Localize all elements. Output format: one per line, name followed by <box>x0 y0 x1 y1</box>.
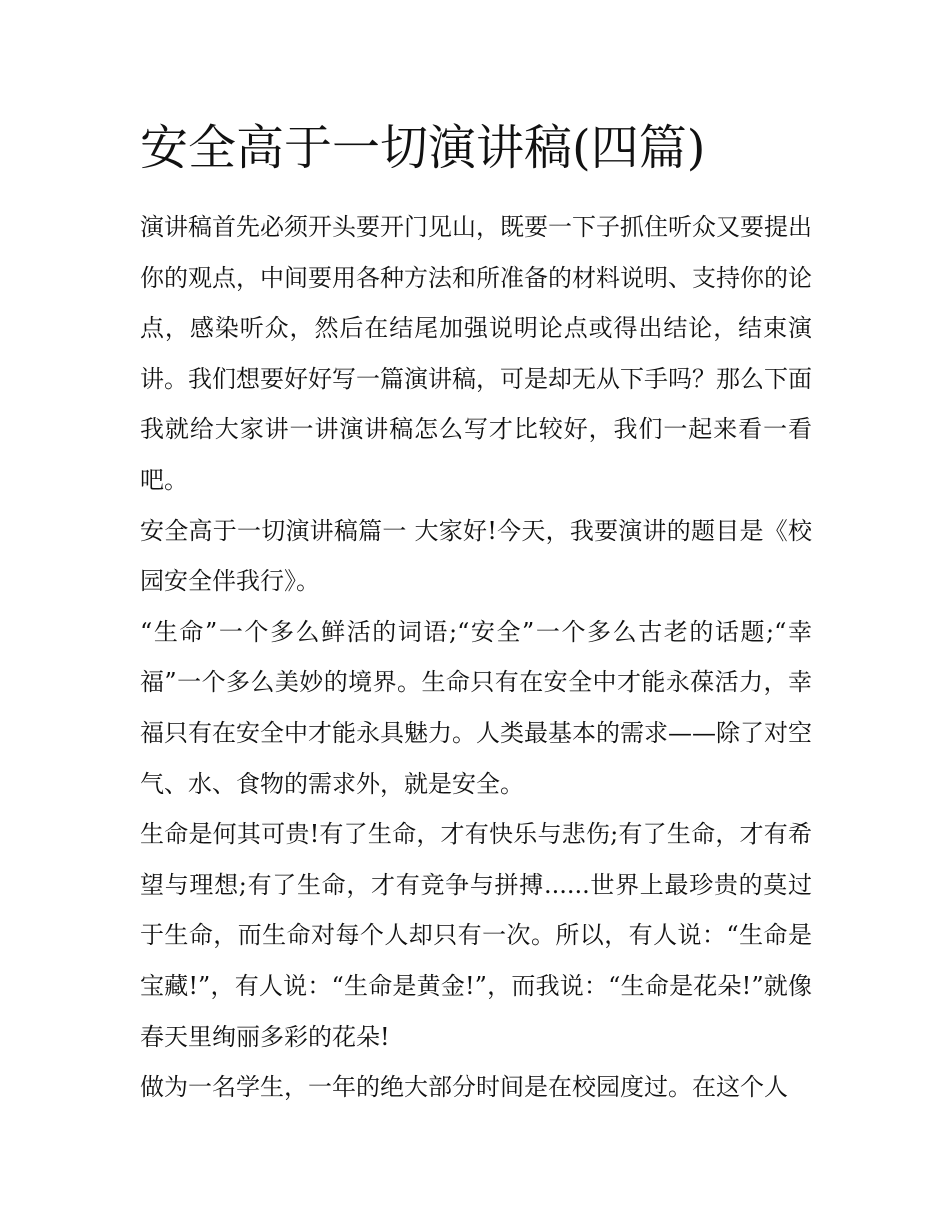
paragraph-intro: 演讲稿首先必须开头要开门见山，既要一下子抓住听众又要提出你的观点，中间要用各种方法和所准备的材料说明、支持你的论点，感染听众，然后在结尾加强说明论点或得出结论，结束演讲。我们想要好好写一篇演讲稿，可是却无从下手吗？那么下面我就给大家讲一讲演讲稿怎么写才比较好，我们一起来看一看吧。 <box>140 213 812 494</box>
paragraph-life-safety: “生命”一个多么鲜活的词语;“安全”一个多么古老的话题;“幸福”一个多么美妙的境界。生命只有在安全中才能永葆活力，幸福只有在安全中才能永具魅力。人类最基本的需求——除了对空气、水、食物的需求外，就是安全。 <box>140 617 812 798</box>
paragraph-student-campus: 做为一名学生，一年的绝大部分时间是在校园度过。在这个人 <box>140 1073 788 1102</box>
paragraph-life-precious: 生命是何其可贵!有了生命，才有快乐与悲伤;有了生命，才有希望与理想;有了生命，才有竞争与拼搏......世界上最珍贵的莫过于生命，而生命对每个人却只有一次。所以，有人说：“生命是宝藏!”，有人说：“生命是黄金!”，而我说：“生命是花朵!”就像春天里绚丽多彩的花朵! <box>140 820 812 1051</box>
paragraph-speech-opening: 安全高于一切演讲稿篇一 大家好!今天，我要演讲的题目是《校园安全伴我行》。 <box>140 516 812 596</box>
document-title: 安全高于一切演讲稿(四篇) <box>140 120 706 176</box>
document-content <box>140 112 812 1113</box>
